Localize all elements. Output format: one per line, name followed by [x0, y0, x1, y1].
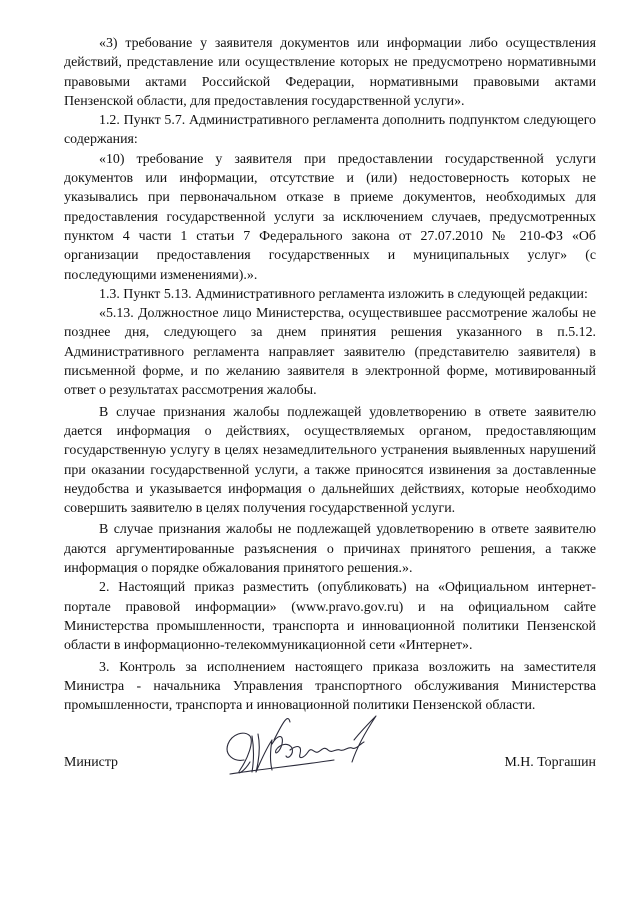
- paragraph-item-10: «10) требование у заявителя при предоставлении государственной услуги документов или информации, отсутствие и (или) недостоверность которых не указывались при первоначальном отказе в приеме документов, необходимых для предоставления государственной услуги за исключением случаев, предусмотренных пунктом 4 части 1 статьи 7 Федерального закона от 27.07.2010 № 210-ФЗ «Об организации предоставления государственных и муниципальных услуг» (с последующими изменениями).».: [64, 151, 596, 283]
- signatory-title: Министр: [64, 755, 119, 770]
- paragraph-2-publish: 2. Настоящий приказ разместить (опубликовать) на «Официальном интернет-портале правовой информации» (www.pravo.gov.ru) и на официальном сайте Министерства промышленности, транспорта и инновационной политики Пензенской области в информационно-телекоммуникационной сети «Интернет».: [64, 580, 596, 654]
- paragraph-complaint-satisfied: В случае признания жалобы подлежащей удовлетворению в ответе заявителю дается информация о действиях, осуществляемых органом, предоставляющим государственную услугу в целях незамедлительного устранения выявленных нарушений при оказании государственной услуги, а также приносятся извинения за доставленные неудобства и указывается информация о дальнейших действиях, которые необходимо совершить заявителю в целях получения государственной услуги.: [64, 404, 596, 517]
- document-body: [64, 34, 596, 715]
- handwritten-signature: [214, 700, 390, 792]
- paragraph-3-control: 3. Контроль за исполнением настоящего приказа возложить на заместителя Министра - начальника Управления транспортного обслуживания Министерства промышленности, транспорта и инновационной политики Пензенской области.: [64, 659, 596, 714]
- paragraph-complaint-rejected: В случае признания жалобы не подлежащей удовлетворению в ответе заявителю даются аргументированные разъяснения о причинах принятого решения, а также информация о порядке обжалования принятого решения.».: [64, 522, 596, 577]
- signatory-name: М.Н. Торгашин: [504, 755, 596, 770]
- signature-row: [64, 753, 596, 777]
- paragraph-5-13: «5.13. Должностное лицо Министерства, осуществившее рассмотрение жалобы не позднее дня, следующего за днем принятия решения указанного в п.5.12. Административного регламента направляет заявителю (представителю заявителя) в письменной форме, и по желанию заявителя в электронной форме, мотивированный ответ о результатах рассмотрения жалобы.: [64, 306, 596, 399]
- paragraph-1-3: 1.3. Пункт 5.13. Административного регламента изложить в следующей редакции:: [99, 286, 588, 302]
- paragraph-1-2: 1.2. Пункт 5.7. Административного регламента дополнить подпунктом следующего содержания:: [64, 113, 596, 148]
- paragraph-item-3: «3) требование у заявителя документов или информации либо осуществления действий, представление или осуществление которых не предусмотрено нормативными правовыми актами Российской Федерации, нормативными правовыми актами Пензенской области, для предоставления государственной услуги».: [64, 36, 596, 109]
